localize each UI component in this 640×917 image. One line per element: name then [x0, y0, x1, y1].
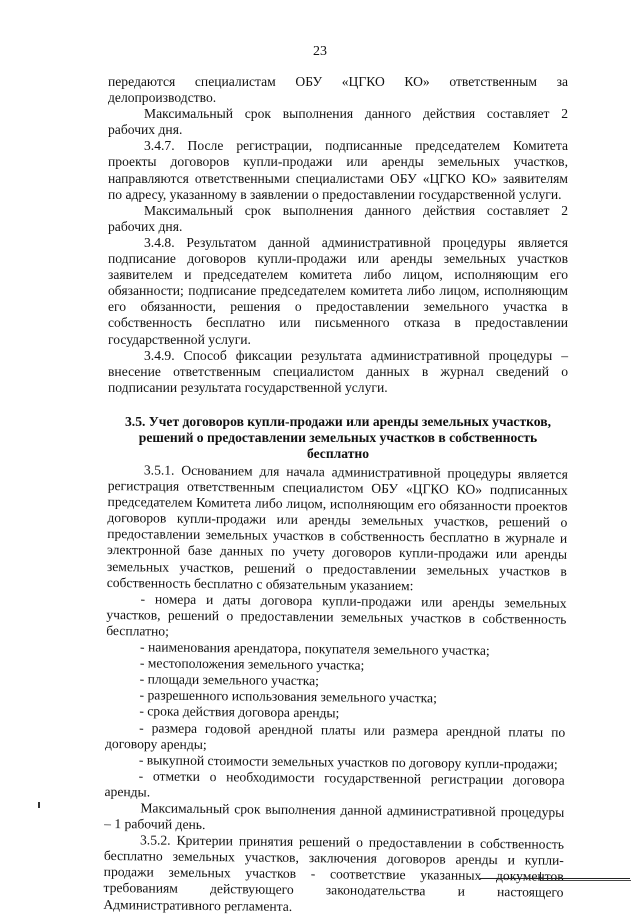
paragraph-continuation: передаются специалистам ОБУ «ЦГКО КО» ответственным за делопроизводство. [108, 74, 568, 106]
list-item: - разрешенного использования земельного участка; [139, 687, 437, 706]
list-item: - размера годовой арендной платы или размера арендной платы по договору аренды; [104, 719, 566, 752]
paragraph-3-4-8: 3.4.8. Результатом данной административной процедуры является подписание договоров купли-продажи или аренды земельных участков заявителем и председателем комитета либо лицом, исполняющим его обязанности; подписание председателем комитета либо лицом, исполняющим его обязанности, решения о предоставлении земельного участка в собственность бесплатно или письменного отказа в предоставлении государственной услуги. [108, 234, 568, 347]
list-item: - номера и даты договора купли-продажи или аренды земельных участков, решений о предоставлении земельных участков в собственность бесплатно; [106, 590, 567, 639]
list-item: - местоположения земельного участка; [139, 655, 365, 673]
paragraph-3-5-2: 3.5.2. Критерии принятия решений о предоставлении в собственность бесплатно земельных участков, заключения договоров аренды и купли-продажи земельных участков - соответствие указанных документов требованиям действующего законодательства и настоящего Административного регламента. [103, 832, 565, 914]
section-3-5-body [103, 462, 568, 917]
list-item: - наименования арендатора, покупателя земельного участка; [139, 639, 490, 658]
section-gap [108, 396, 568, 414]
list-item: - отметки о необходимости государственной регистрации договора аренды. [104, 767, 565, 800]
section-heading-line-1: 3.5. Учет договоров купли-продажи или аренды земельных участков, [125, 413, 551, 429]
margin-mark [38, 802, 40, 808]
section-heading-line-2: решений о предоставлении земельных участков в собственность бесплатно [138, 429, 538, 461]
paragraph-deadline-3: Максимальный срок выполнения данной административной процедуры – 1 рабочий день. [104, 800, 565, 832]
paragraph-3-4-7: 3.4.7. После регистрации, подписанные председателем Комитета проекты договоров купли-продажи или аренды земельных участков, направляются ответственными специалистами ОБУ «ЦГКО КО» заявителям по адресу, указанному в заявлении о предоставлении государственной услуги. [108, 138, 568, 202]
paragraph-deadline-2: Максимальный срок выполнения данного действия составляет 2 рабочих дня. [108, 202, 568, 234]
list-item: - срока действия договора аренды; [139, 703, 340, 721]
paragraph-3-4-9: 3.4.9. Способ фиксации результата административной процедуры – внесение ответственным специалистом данных в журнал сведений о подписании результата государственной услуги. [108, 347, 568, 395]
page-number: 23 [313, 44, 327, 59]
document-body [103, 74, 568, 914]
paragraph-deadline-1: Максимальный срок выполнения данного действия составляет 2 рабочих дня. [108, 106, 568, 138]
scan-edge-mark [540, 872, 631, 881]
paragraph-3-5-1: 3.5.1. Основанием для начала административной процедуры является регистрация ответственным специалистом ОБУ «ЦГКО КО» подписанных председателем Комитета либо лицом, исполняющим его обязанности проектов договоров купли-продажи или аренды земельных участков, решений о предоставлении земельных участков в собственность бесплатно в журнале и электронной базе данных по учету договоров купли-продажи или аренды земельных участков, решений о предоставлении земельных участков в собственность бесплатно с обязательным указанием: [106, 462, 568, 593]
list-item: - выкупной стоимости земельных участков по договору купли-продажи; [138, 751, 558, 772]
list-item: - площади земельного участка; [139, 671, 320, 689]
